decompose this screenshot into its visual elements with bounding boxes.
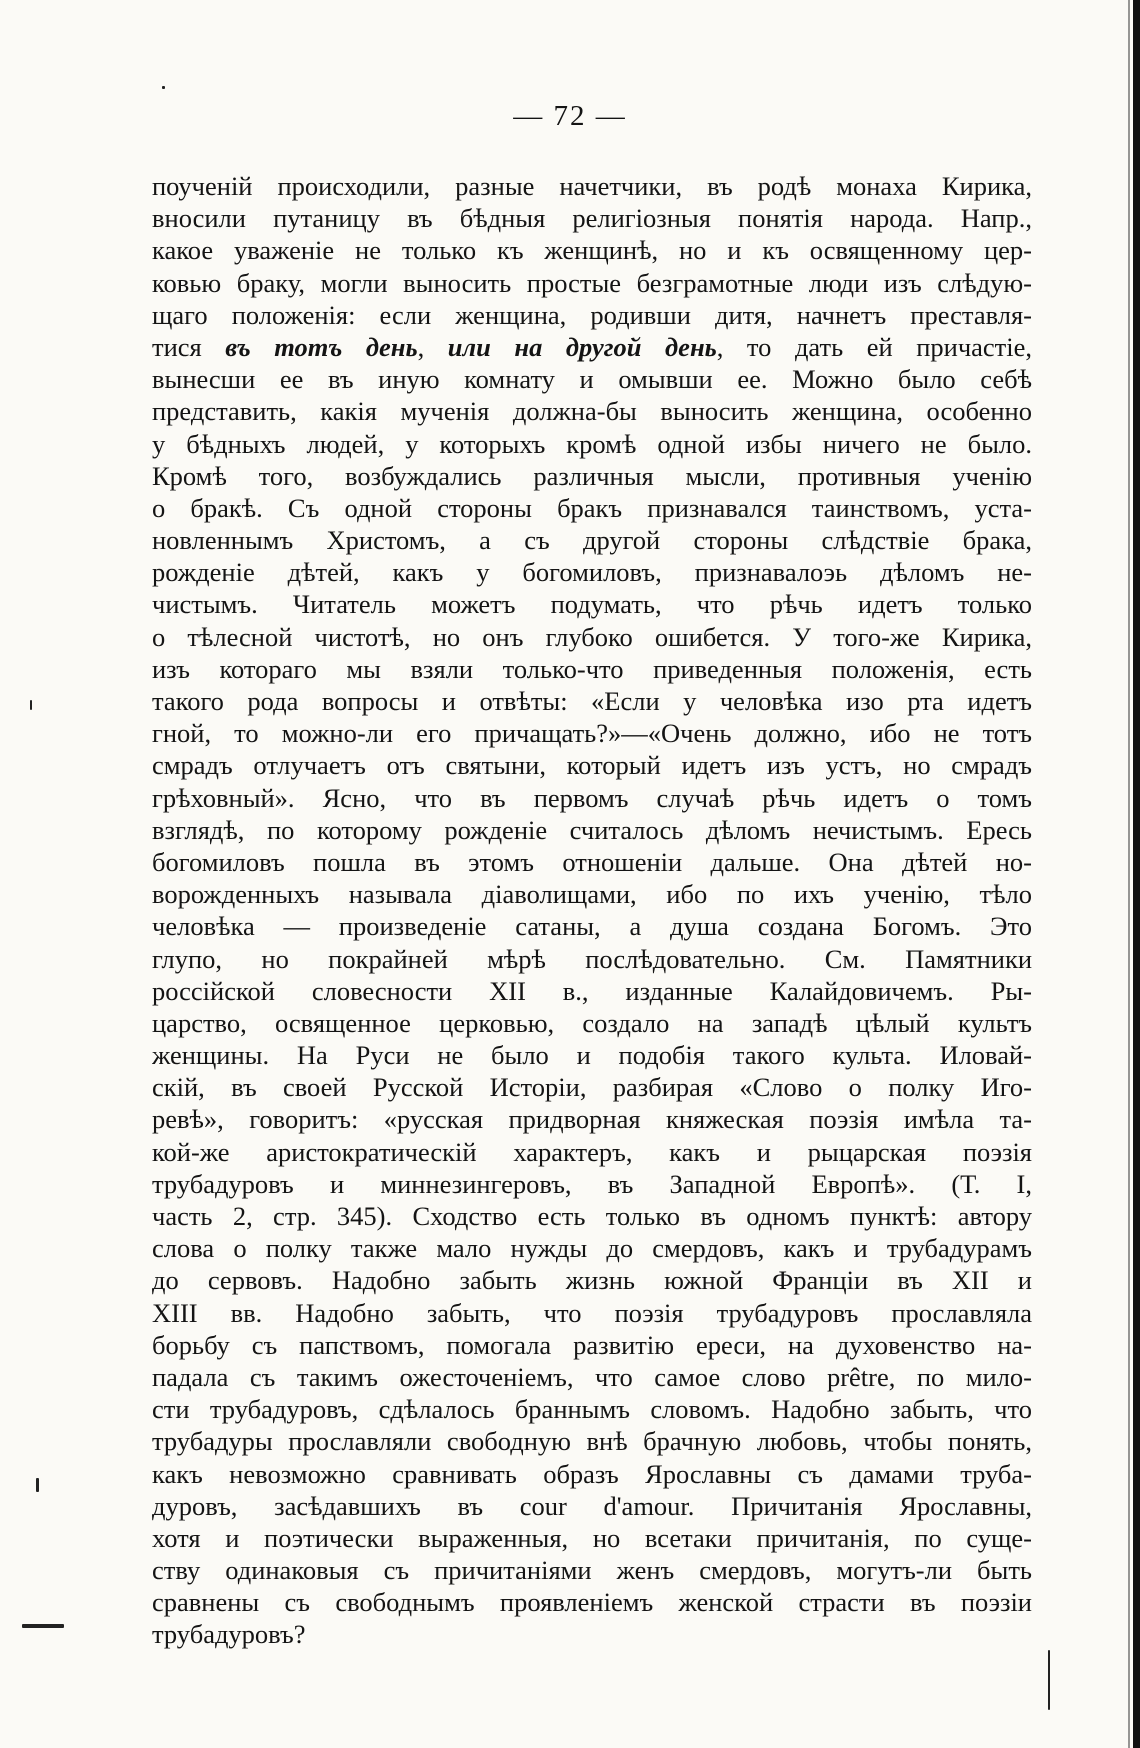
scan-speck <box>22 1624 64 1628</box>
text-line <box>152 1554 1032 1586</box>
text-line <box>152 685 1032 717</box>
text-run: ковью браку, могли выносить простые безграмотные люди изъ слѣдую- <box>152 267 1032 298</box>
scan-speck <box>1048 1650 1050 1710</box>
italic-phrase: или на другой день <box>447 331 717 362</box>
text-run: богомиловъ пошла въ этомъ отношеніи дальше. Она дѣтей но- <box>152 846 1032 877</box>
text-line <box>152 1393 1032 1425</box>
text-run: трубадуровъ и миннезингеровъ, въ Западной Европѣ». (Т. I, <box>152 1168 1032 1199</box>
text-run: чистымъ. Читатель можетъ подумать, что рѣчь идетъ только <box>152 589 1032 620</box>
text-run: поученій происходили, разные начетчики, въ родѣ монаха Кирика, <box>152 171 1032 201</box>
text-run: россійской словесности XII в., изданные Калайдовичемъ. Ры- <box>152 975 1032 1006</box>
text-line <box>152 717 1032 749</box>
text-run: до сервовъ. Надобно забыть жизнь южной Франціи въ XII и <box>152 1265 1032 1296</box>
text-run: какъ невозможно сравнивать образъ Ярославны съ дамами труба- <box>152 1458 1032 1489</box>
text-line <box>152 1618 1032 1650</box>
text-line <box>152 621 1032 653</box>
text-run: ворожденныхъ называла діаволищами, ибо по ихъ ученію, тѣло <box>152 879 1032 910</box>
text-run: рожденіе дѣтей, какъ у богомиловъ, признавалоэь дѣломъ не- <box>152 557 1032 588</box>
text-line <box>152 910 1032 942</box>
text-line <box>152 1232 1032 1264</box>
text-line <box>152 1361 1032 1393</box>
text-line <box>152 814 1032 846</box>
text-run: такого рода вопросы и отвѣты: «Если у человѣка изо рта идетъ <box>152 686 1032 716</box>
text-line <box>152 1103 1032 1135</box>
text-line <box>152 1522 1032 1554</box>
text-run: хотя и поэтически выраженныя, но всетаки причитанія, по суще- <box>152 1522 1032 1553</box>
text-run: трубадуровъ? <box>152 1619 306 1650</box>
text-run: , <box>417 331 448 362</box>
text-run: у бѣдныхъ людей, у которыхъ кромѣ одной избы ничего не было. <box>152 428 1032 459</box>
text-run: человѣка — произведеніе сатаны, а душа создана Богомъ. Это <box>152 911 1032 942</box>
text-line <box>152 492 1032 524</box>
text-line <box>152 1136 1032 1168</box>
text-line <box>152 460 1032 492</box>
text-line <box>152 170 1032 202</box>
text-line <box>152 653 1032 685</box>
scan-speck <box>36 1478 39 1492</box>
text-line <box>152 1425 1032 1457</box>
text-line <box>152 524 1032 556</box>
text-run: дуровъ, засѣдавшихъ въ cour d'amour. Причитанія Ярославны, <box>152 1490 1032 1521</box>
text-run: женщины. На Руси не было и подобія такого культа. Иловай- <box>152 1040 1032 1071</box>
text-line <box>152 1071 1032 1103</box>
text-line <box>152 1200 1032 1232</box>
text-line <box>152 1039 1032 1071</box>
text-run: ству одинаковыя съ причитаніями женъ смердовъ, могутъ-ли быть <box>152 1555 1032 1586</box>
text-line <box>152 1007 1032 1039</box>
italic-phrase: въ тотъ день <box>225 331 418 362</box>
text-line <box>152 202 1032 234</box>
text-run: о тѣлесной чистотѣ, но онъ глубоко ошибется. У того-же Кирика, <box>152 621 1032 652</box>
text-line <box>152 1297 1032 1329</box>
text-run: грѣховный». Ясно, что въ первомъ случаѣ рѣчь идетъ о томъ <box>152 782 1032 813</box>
text-run: , то дать ей причастіе, <box>716 331 1032 362</box>
scan-speck <box>30 700 32 710</box>
text-line <box>152 234 1032 266</box>
text-run: скій, въ своей Русской Исторіи, разбирая «Слово о полку Иго- <box>152 1072 1032 1103</box>
text-line <box>152 846 1032 878</box>
text-run: изъ котораго мы взяли только-что приведенныя положенія, есть <box>152 653 1032 684</box>
text-run: новленнымъ Христомъ, а съ другой стороны слѣдствіе брака, <box>152 525 1032 556</box>
text-line <box>152 1264 1032 1296</box>
text-run: гной, то можно-ли его причащать?»—«Очень должно, ибо не тотъ <box>152 718 1032 749</box>
page-number: — 72 — <box>513 100 627 132</box>
text-line <box>152 878 1032 910</box>
body-text <box>152 170 1032 1651</box>
text-run: кой-же аристократическій характеръ, какъ и рыцарская поэзія <box>152 1136 1032 1167</box>
text-line <box>152 267 1032 299</box>
text-line <box>152 363 1032 395</box>
text-line <box>152 428 1032 460</box>
text-run: Кромѣ того, возбуждались различныя мысли, противныя ученію <box>152 460 1032 491</box>
text-run: падала съ такимъ ожесточеніемъ, что самое слово prêtre, по мило- <box>152 1361 1032 1392</box>
text-line <box>152 782 1032 814</box>
text-line <box>152 749 1032 781</box>
text-run: вносили путаницу въ бѣдныя религіозныя понятія народа. Напр., <box>152 203 1032 234</box>
text-run: царство, освященное церковью, создало на западѣ цѣлый культъ <box>152 1007 1032 1038</box>
text-run: борьбу съ папствомъ, помогала развитію ереси, на духовенство на- <box>152 1329 1032 1360</box>
scan-speck <box>162 86 165 89</box>
text-line <box>152 1329 1032 1361</box>
text-run: какое уваженіе не только къ женщинѣ, но и къ освященному цер- <box>152 235 1032 266</box>
text-run: XIII вв. Надобно забыть, что поэзія трубадуровъ прославляла <box>152 1297 1032 1328</box>
text-run: щаго положенія: если женщина, родивши дитя, начнетъ преставля- <box>152 299 1032 330</box>
text-run: трубадуры прославляли свободную внѣ брачную любовь, чтобы понять, <box>152 1426 1032 1457</box>
text-line <box>152 588 1032 620</box>
text-line <box>152 975 1032 1007</box>
text-run: о бракѣ. Съ одной стороны бракъ признавался таинствомъ, уста- <box>152 492 1032 523</box>
text-run: представить, какія мученія должна-бы выносить женщина, особенно <box>152 396 1032 427</box>
text-run: часть 2, стр. 345). Сходство есть только въ одномъ пунктѣ: автору <box>152 1201 1032 1231</box>
text-run: ревѣ», говоритъ: «русская придворная княжеская поэзія имѣла та- <box>152 1104 1032 1135</box>
text-run: сти трубадуровъ, сдѣлалось браннымъ словомъ. Надобно забыть, что <box>152 1394 1032 1425</box>
text-run: вынесши ее въ иную комнату и омывши ее. Можно было себѣ <box>152 364 1032 395</box>
text-line <box>152 331 1032 363</box>
scan-page-edge <box>1133 0 1140 1748</box>
text-run: слова о полку также мало нужды до смердовъ, какъ и трубадурамъ <box>152 1233 1032 1264</box>
text-line <box>152 395 1032 427</box>
text-line <box>152 299 1032 331</box>
text-run: смрадъ отлучаетъ отъ святыни, который идетъ изъ устъ, но смрадъ <box>152 750 1032 781</box>
text-line <box>152 1458 1032 1490</box>
text-line <box>152 943 1032 975</box>
text-run: тися <box>152 331 226 362</box>
text-run: глупо, но покрайней мѣрѣ послѣдовательно. См. Памятники <box>152 943 1032 974</box>
text-line <box>152 556 1032 588</box>
text-run: взглядѣ, по которому рожденіе считалось дѣломъ нечистымъ. Ересь <box>152 814 1032 845</box>
scan-page-edge-shadow <box>1128 0 1130 1748</box>
text-line <box>152 1490 1032 1522</box>
text-line <box>152 1168 1032 1200</box>
text-line <box>152 1586 1032 1618</box>
text-run: сравнены съ свободнымъ проявленіемъ женской страсти въ поэзіи <box>152 1587 1032 1618</box>
